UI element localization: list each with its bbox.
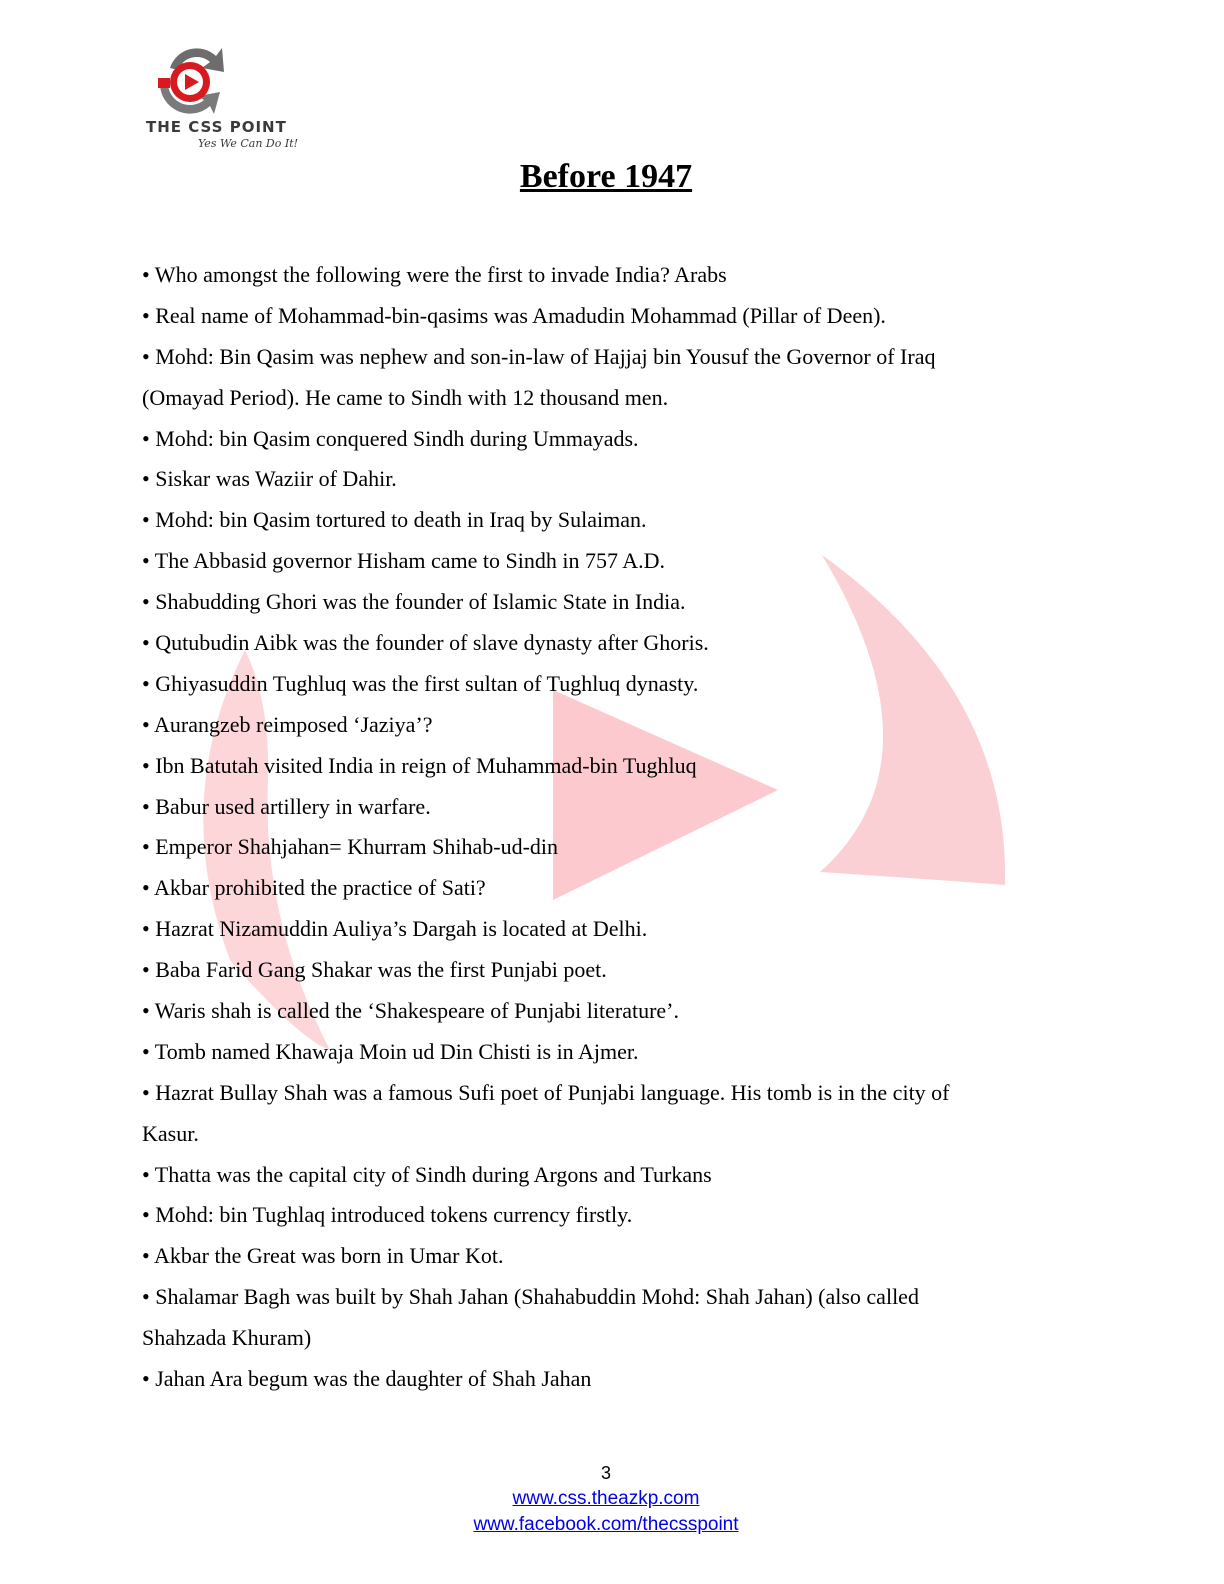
logo-name: THE CSS POINT xyxy=(146,118,287,136)
list-item: • Mohd: bin Qasim tortured to death in Iraq by Sulaiman. xyxy=(142,507,647,533)
list-item: • The Abbasid governor Hisham came to Sindh in 757 A.D. xyxy=(142,548,666,574)
list-item: • Jahan Ara begum was the daughter of Shah Jahan xyxy=(142,1366,592,1392)
list-item: • Hazrat Nizamuddin Auliya’s Dargah is located at Delhi. xyxy=(142,916,648,942)
list-item: • Mohd: bin Qasim conquered Sindh during Ummayads. xyxy=(142,425,639,451)
website-link[interactable]: www.css.theazkp.com xyxy=(512,1488,700,1509)
list-item: • Ibn Batutah visited India in reign of Muhammad-bin Tughluq xyxy=(142,752,697,778)
page-footer xyxy=(0,1460,1212,1538)
list-item: • Qutubudin Aibk was the founder of slave dynasty after Ghoris. xyxy=(142,630,709,656)
list-item: • Emperor Shahjahan= Khurram Shihab-ud-din xyxy=(142,834,559,860)
content-list xyxy=(142,255,1042,1400)
list-item: • Hazrat Bullay Shah was a famous Sufi poet of Punjabi language. His tomb is in the city of xyxy=(142,1079,950,1105)
page-number: 3 xyxy=(600,1463,611,1483)
logo xyxy=(140,40,320,155)
list-item: (Omayad Period). He came to Sindh with 12 thousand men. xyxy=(142,384,669,410)
facebook-link[interactable]: www.facebook.com/thecsspoint xyxy=(473,1514,739,1535)
list-item: • Shabudding Ghori was the founder of Islamic State in India. xyxy=(142,589,686,615)
logo-tagline: Yes We Can Do It! xyxy=(198,137,299,150)
list-item: • Akbar prohibited the practice of Sati? xyxy=(142,875,486,901)
list-item: • Mohd: Bin Qasim was nephew and son-in-law of Hajjaj bin Yousuf the Governor of Iraq xyxy=(142,343,936,369)
list-item: • Waris shah is called the ‘Shakespeare of Punjabi literature’. xyxy=(142,998,680,1024)
list-item: • Akbar the Great was born in Umar Kot. xyxy=(142,1243,504,1269)
list-item: • Baba Farid Gang Shakar was the first Punjabi poet. xyxy=(142,957,607,983)
list-item: • Shalamar Bagh was built by Shah Jahan (Shahabuddin Mohd: Shah Jahan) (also called xyxy=(142,1284,919,1310)
list-item: • Tomb named Khawaja Moin ud Din Chisti is in Ajmer. xyxy=(142,1038,639,1064)
list-item: Shahzada Khuram) xyxy=(142,1325,312,1351)
list-item: • Real name of Mohammad-bin-qasims was Amadudin Mohammad (Pillar of Deen). xyxy=(142,302,886,328)
list-item: • Siskar was Waziir of Dahir. xyxy=(142,466,397,492)
logo-icon xyxy=(140,40,320,120)
page-title: Before 1947 xyxy=(519,158,693,195)
list-item: • Who amongst the following were the first to invade India? Arabs xyxy=(142,262,727,287)
list-item: • Ghiyasuddin Tughluq was the first sultan of Tughluq dynasty. xyxy=(142,670,699,696)
list-item: • Thatta was the capital city of Sindh during Argons and Turkans xyxy=(142,1161,712,1187)
list-item: Kasur. xyxy=(142,1120,199,1146)
list-item: • Aurangzeb reimposed ‘Jaziya’? xyxy=(142,711,433,737)
list-item: • Mohd: bin Tughlaq introduced tokens currency firstly. xyxy=(142,1202,633,1228)
list-item: • Babur used artillery in warfare. xyxy=(142,793,431,819)
